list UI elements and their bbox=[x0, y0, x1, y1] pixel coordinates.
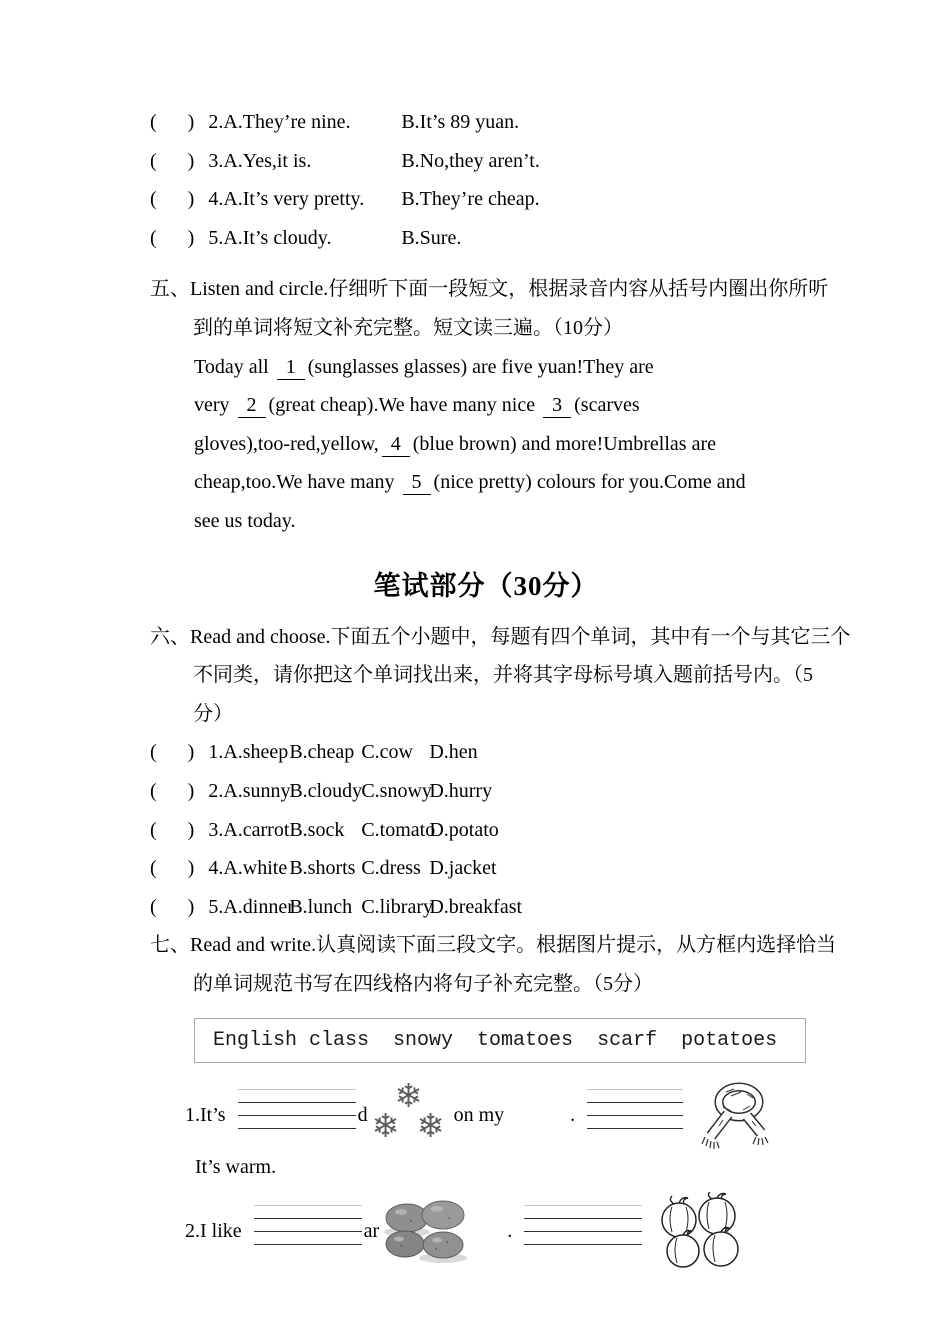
snowflakes-icon: ❄ ❄ ❄ bbox=[371, 1076, 445, 1146]
item-1-label: 1.It’s bbox=[185, 1103, 226, 1126]
section-5-instruction-line: 到的单词将短文补充完整。短文读三遍。（10分） bbox=[193, 316, 623, 339]
write-item-1 bbox=[185, 1076, 822, 1150]
partial-letter: d bbox=[357, 1103, 368, 1126]
section-6-instruction-line: 不同类，请你把这个单词找出来，并将其字母标号填入题前括号内。（5 bbox=[193, 664, 813, 687]
option-a: A.sheep bbox=[223, 741, 289, 764]
section-5-instruction-line: 五、Listen and circle.仔细听下面一段短文，根据录音内容从括号内圈出你所听 bbox=[150, 278, 829, 301]
write-item-2 bbox=[185, 1192, 822, 1270]
choice-row bbox=[150, 811, 822, 850]
answer-bracket: ( ) bbox=[150, 741, 196, 764]
choice-row bbox=[150, 733, 822, 772]
section-6-read-choose bbox=[150, 618, 851, 927]
passage-line: gloves),too-red,yellow, 4 (blue brown) and more!Umbrellas are bbox=[194, 432, 716, 455]
listening-choices-section bbox=[150, 103, 822, 257]
answer-bracket: ( ) bbox=[150, 188, 196, 211]
option-a: A.dinner bbox=[223, 895, 294, 918]
question-number: 1. bbox=[208, 741, 224, 764]
potatoes-icon bbox=[381, 1198, 469, 1264]
option-b: B.sock bbox=[289, 818, 345, 841]
partial-letters: ar bbox=[363, 1219, 380, 1242]
question-number: 4. bbox=[208, 857, 224, 880]
listening-choice-row bbox=[150, 180, 822, 219]
option-b: B.cloudy bbox=[289, 779, 363, 802]
item-1-followup: It’s warm. bbox=[195, 1156, 277, 1179]
option-c: C.library bbox=[361, 895, 433, 918]
listening-passage bbox=[194, 348, 822, 541]
writing-grid bbox=[524, 1205, 642, 1257]
answer-bracket: ( ) bbox=[150, 149, 196, 172]
fill-blank-5: 5 bbox=[403, 470, 431, 495]
answer-bracket: ( ) bbox=[150, 895, 196, 918]
option-d: D.potato bbox=[429, 818, 499, 841]
question-number: 4. bbox=[208, 188, 224, 211]
option-d: D.breakfast bbox=[429, 895, 523, 918]
tomatoes-icon bbox=[654, 1192, 746, 1270]
item-1-text: on my bbox=[453, 1103, 505, 1126]
listening-choice-row bbox=[150, 219, 822, 258]
question-number: 2. bbox=[208, 779, 224, 802]
option-b: B.It’s 89 yuan. bbox=[401, 111, 520, 133]
option-b: B.shorts bbox=[289, 857, 356, 880]
option-a: A.Yes,it is. bbox=[223, 149, 312, 172]
page-content bbox=[150, 103, 851, 1270]
passage-line: cheap,too.We have many 5 (nice pretty) colours for you.Come and bbox=[194, 471, 746, 494]
option-c: C.snowy bbox=[361, 779, 432, 802]
option-b: B.No,they aren’t. bbox=[401, 149, 540, 172]
passage-line: very 2 (great cheap).We have many nice 3 (scarves bbox=[194, 394, 640, 417]
option-b: B.Sure. bbox=[401, 226, 462, 249]
option-b: B.lunch bbox=[289, 895, 353, 918]
section-5-listen-circle bbox=[150, 270, 829, 540]
writing-grid bbox=[254, 1205, 362, 1257]
answer-bracket: ( ) bbox=[150, 111, 196, 133]
fill-blank-4: 4 bbox=[382, 432, 410, 457]
answer-bracket: ( ) bbox=[150, 779, 196, 802]
option-b: B.They’re cheap. bbox=[401, 188, 540, 211]
section-7-instruction-line: 的单词规范书写在四线格内将句子补充完整。（5分） bbox=[193, 972, 653, 995]
section-6-instruction-line: 分） bbox=[193, 702, 233, 725]
passage-line: see us today. bbox=[194, 509, 296, 532]
section-7-instruction-line: 七、Read and write.认真阅读下面三段文字。根据图片提示，从方框内选择恰当 bbox=[150, 934, 837, 957]
passage-line: Today all 1 (sunglasses glasses) are five yuan!They are bbox=[194, 355, 654, 378]
writing-grid bbox=[238, 1089, 356, 1141]
section-7-read-write bbox=[150, 926, 837, 1270]
listening-choice-row bbox=[150, 103, 822, 142]
option-d: D.hen bbox=[429, 741, 478, 764]
written-part-title: 笔试部分（30分） bbox=[373, 570, 599, 601]
answer-bracket: ( ) bbox=[150, 857, 196, 880]
option-a: A.carrot bbox=[223, 818, 290, 841]
scarf-icon bbox=[695, 1080, 775, 1150]
fill-blank-3: 3 bbox=[543, 393, 571, 418]
listening-choice-row bbox=[150, 142, 822, 181]
option-d: D.jacket bbox=[429, 857, 497, 880]
question-number: 3. bbox=[208, 149, 224, 172]
fill-blank-1: 1 bbox=[277, 355, 305, 380]
option-c: C.tomato bbox=[361, 818, 436, 841]
option-a: A.It’s very pretty. bbox=[223, 188, 365, 211]
question-number: 5. bbox=[208, 226, 224, 249]
option-a: A.It’s cloudy. bbox=[223, 226, 332, 249]
fill-blank-2: 2 bbox=[238, 393, 266, 418]
question-number: 3. bbox=[208, 818, 224, 841]
choice-row bbox=[150, 849, 822, 888]
answer-bracket: ( ) bbox=[150, 226, 196, 249]
choice-row bbox=[150, 888, 822, 927]
option-a: A.sunny bbox=[223, 779, 291, 802]
question-number: 5. bbox=[208, 895, 224, 918]
question-number: 2. bbox=[208, 111, 224, 133]
answer-bracket: ( ) bbox=[150, 818, 196, 841]
writing-grid bbox=[587, 1089, 683, 1141]
option-c: C.cow bbox=[361, 741, 413, 764]
option-a: A.white bbox=[223, 857, 288, 880]
choice-row bbox=[150, 772, 822, 811]
item-2-label: 2.I like bbox=[185, 1219, 242, 1242]
section-6-instruction-line: 六、Read and choose.下面五个小题中，每题有四个单词，其中有一个与其它三个 bbox=[150, 625, 851, 648]
option-b: B.cheap bbox=[289, 741, 355, 764]
word-bank-box: English class snowy tomatoes scarf potatoes bbox=[194, 1018, 806, 1063]
option-d: D.hurry bbox=[429, 779, 493, 802]
period: . bbox=[570, 1103, 576, 1126]
period: . bbox=[507, 1219, 513, 1242]
option-a: A.They’re nine. bbox=[223, 111, 351, 133]
option-c: C.dress bbox=[361, 857, 421, 880]
